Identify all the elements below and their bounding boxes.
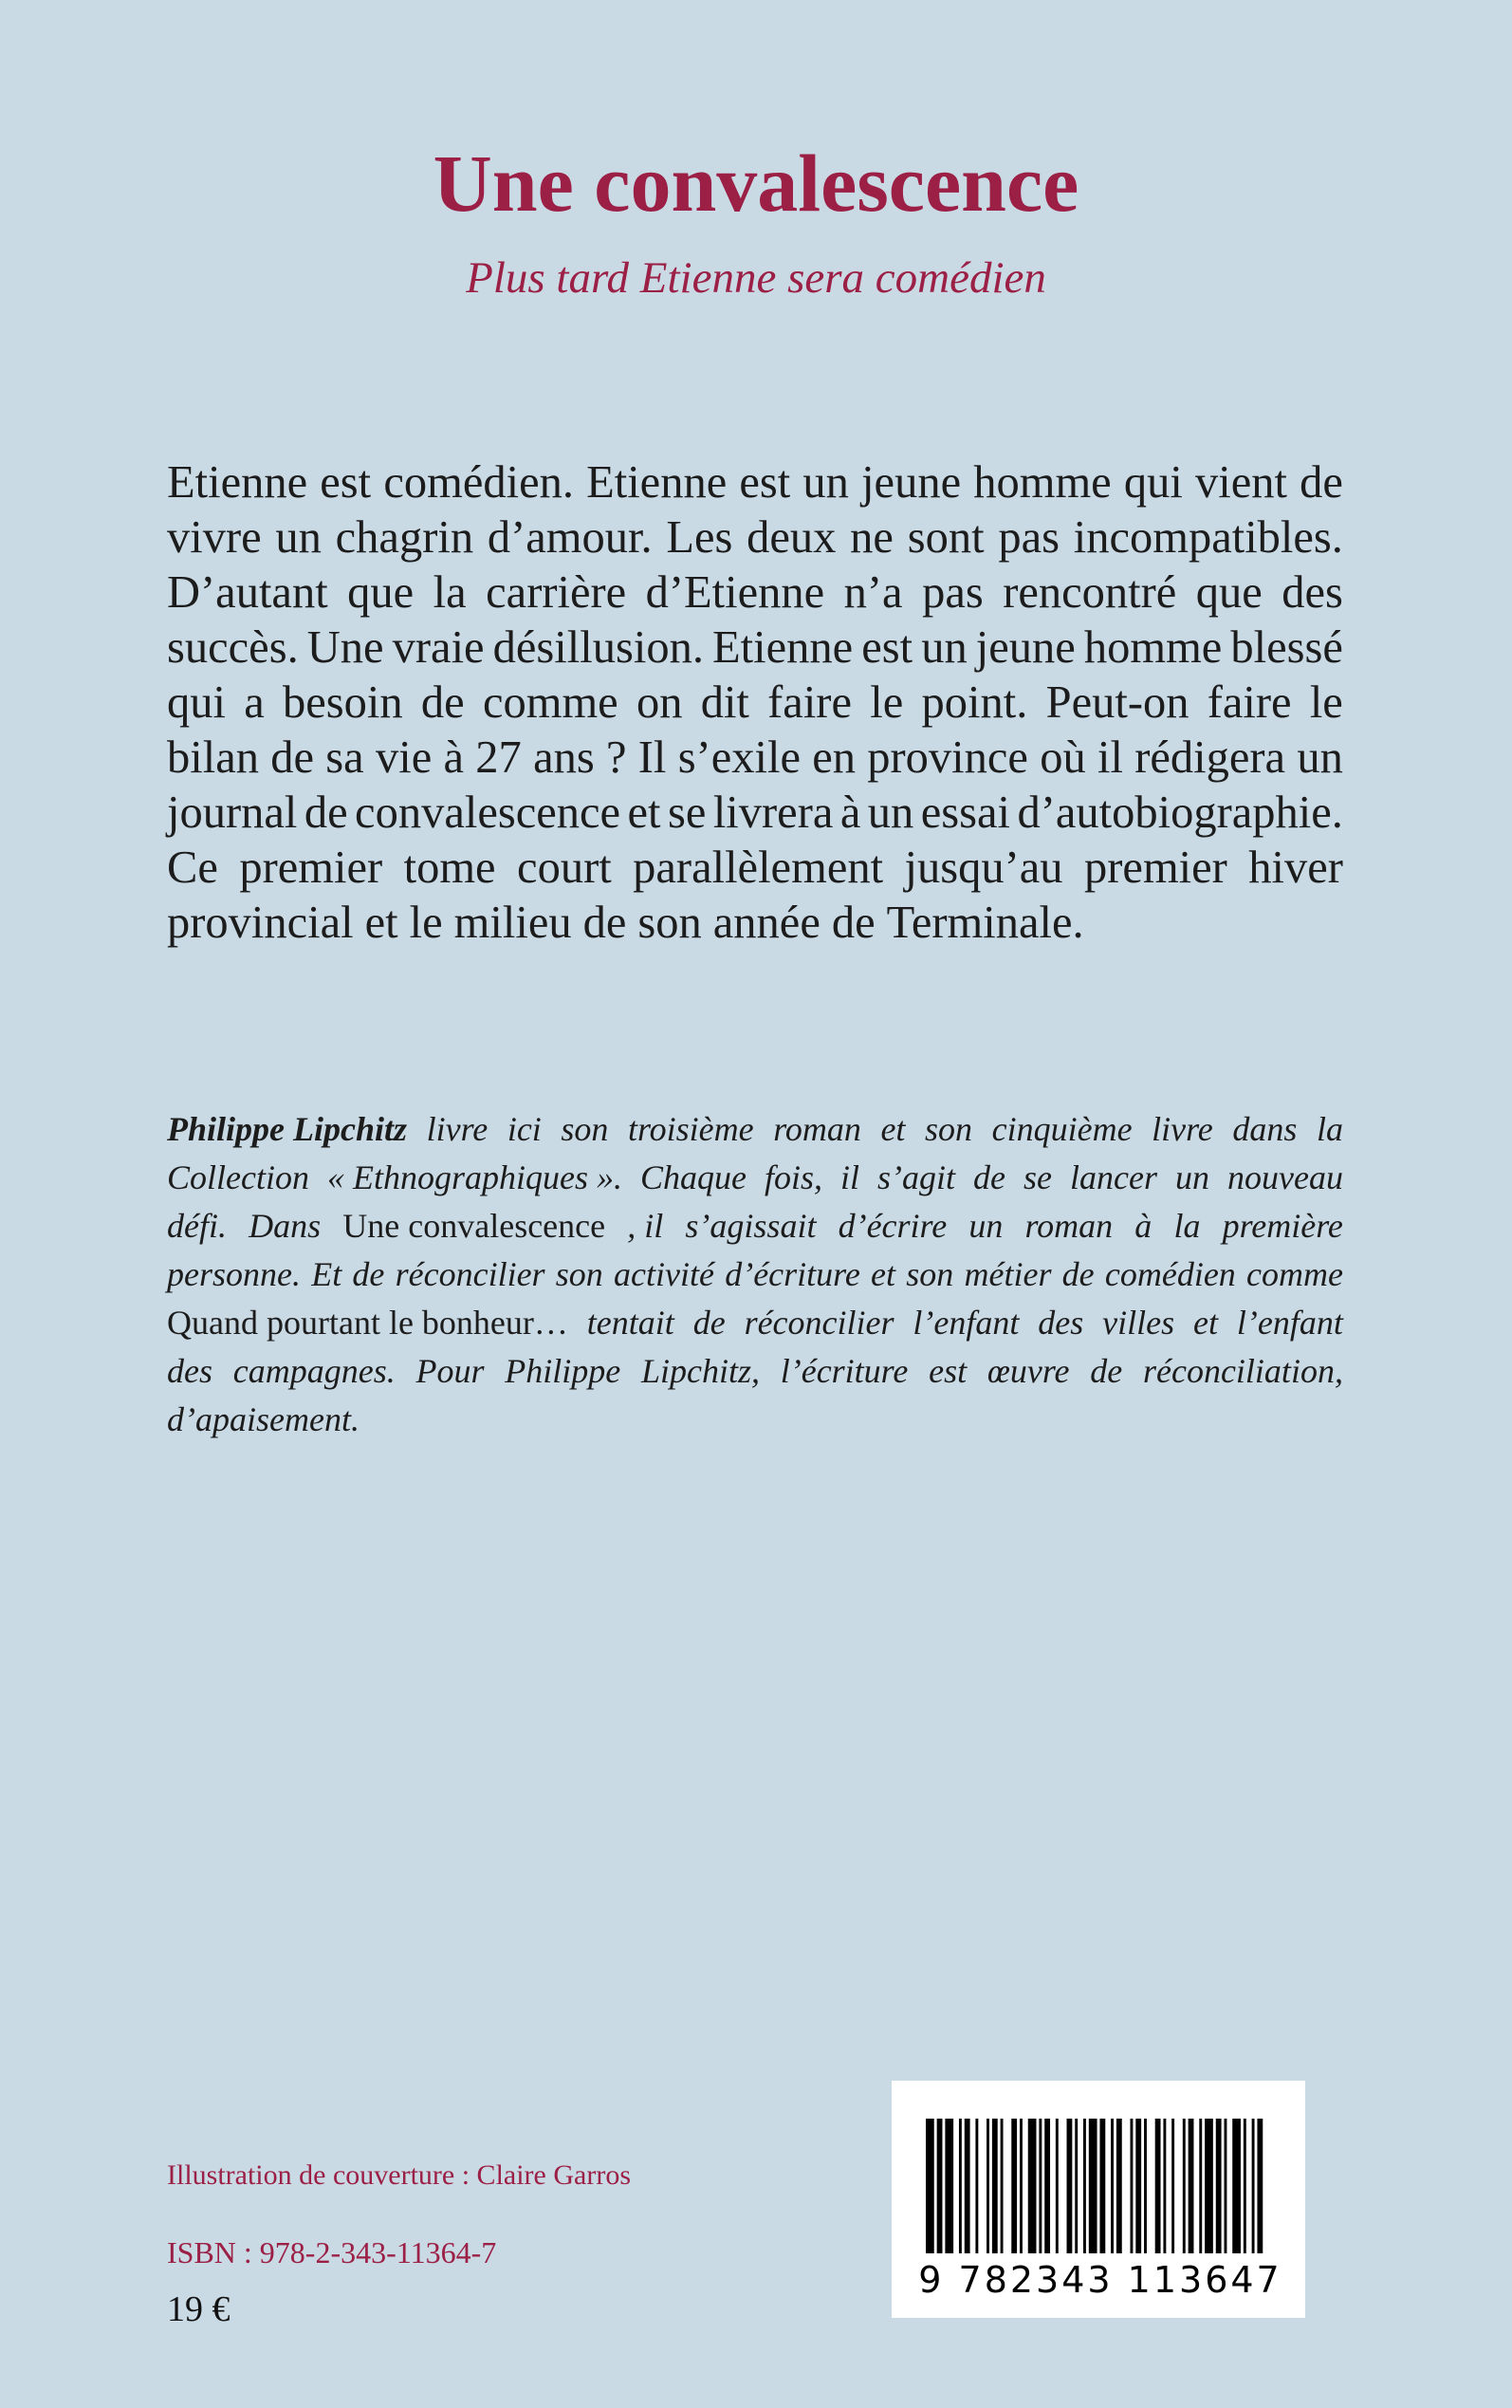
author-word: réconcilier xyxy=(395,1255,545,1293)
blurb-word: ans xyxy=(533,732,595,783)
blurb-line xyxy=(167,841,1343,896)
author-word: des xyxy=(1038,1304,1084,1342)
blurb-line xyxy=(167,455,1343,510)
blurb-word: faire xyxy=(1207,677,1292,728)
blurb-word: Etienne xyxy=(586,457,728,508)
blurb-word: que xyxy=(1195,567,1263,618)
barcode-bar xyxy=(1189,2119,1194,2253)
blurb-word: blessé xyxy=(1230,622,1343,673)
author-word: roman xyxy=(773,1110,861,1148)
author-word: campagnes. xyxy=(232,1352,396,1390)
blurb-word: un xyxy=(867,787,914,838)
author-word: Philippe xyxy=(505,1352,621,1390)
blurb-word: livrera xyxy=(712,787,834,838)
blurb-word: homme xyxy=(973,457,1112,508)
barcode-bar xyxy=(1205,2119,1213,2253)
blurb-paragraph xyxy=(167,455,1343,951)
blurb-word: premier xyxy=(239,843,383,893)
author-word: de xyxy=(1061,1255,1095,1293)
blurb-word: sa xyxy=(325,732,364,783)
author-word: , il xyxy=(627,1207,664,1245)
blurb-word: de xyxy=(582,898,627,948)
author-line xyxy=(167,1105,1343,1154)
author-word: roman xyxy=(1024,1207,1114,1245)
blurb-word: vient xyxy=(1194,457,1287,508)
blurb-word: rédigera xyxy=(1134,732,1286,783)
author-word: d’apaisement. xyxy=(167,1400,360,1438)
author-word: activité xyxy=(614,1255,714,1293)
author-word: réconcilier xyxy=(744,1304,894,1342)
blurb-word: d’amour. xyxy=(487,512,653,563)
author-word: d’écrire xyxy=(838,1207,948,1245)
blurb-word: est xyxy=(861,622,913,673)
book-title: Une convalescence xyxy=(433,138,1079,229)
author-line xyxy=(167,1154,1343,1202)
author-word: ici xyxy=(507,1110,542,1148)
author-word: la xyxy=(1173,1207,1201,1245)
blurb-word: se xyxy=(667,787,707,838)
author-word: comme xyxy=(1246,1255,1343,1293)
blurb-line xyxy=(167,565,1343,621)
blurb-word: on xyxy=(636,677,683,728)
author-word: villes xyxy=(1102,1304,1175,1342)
author-word: livre xyxy=(426,1110,489,1148)
barcode-bars xyxy=(892,2081,1305,2261)
blurb-word: à xyxy=(839,787,861,838)
blurb-word: bilan xyxy=(167,732,259,783)
blurb-word: son xyxy=(637,898,702,948)
author-word: personne. xyxy=(167,1255,301,1293)
blurb-word: pas xyxy=(998,512,1060,563)
blurb-word: succès. xyxy=(167,622,299,673)
author-word: réconciliation, xyxy=(1142,1352,1343,1390)
barcode-bar xyxy=(1099,2119,1105,2253)
author-word: se xyxy=(1023,1158,1053,1196)
blurb-word: jeune xyxy=(861,457,962,508)
barcode-bar xyxy=(992,2119,998,2253)
author-word: première xyxy=(1222,1207,1343,1245)
barcode-bar xyxy=(1257,2119,1263,2253)
blurb-word: deux xyxy=(747,512,837,563)
illustration-credit: Illustration de couverture : Claire Garros xyxy=(167,2159,631,2191)
barcode-bar xyxy=(1116,2119,1122,2253)
blurb-word: un xyxy=(275,512,322,563)
blurb-word: premier xyxy=(1084,843,1227,893)
blurb-word: convalescence xyxy=(355,787,621,838)
author-word: s’agit xyxy=(877,1158,956,1196)
blurb-word: Etienne xyxy=(712,622,854,673)
blurb-word: vraie xyxy=(392,622,485,673)
blurb-word: homme xyxy=(1083,622,1223,673)
author-word: défi. xyxy=(167,1207,227,1245)
blurb-word: besoin xyxy=(283,677,403,728)
barcode-bar xyxy=(1252,2119,1255,2253)
barcode-bar xyxy=(1028,2119,1037,2253)
blurb-line xyxy=(167,786,1343,841)
barcode xyxy=(892,2081,1305,2318)
barcode-bar xyxy=(1144,2119,1147,2253)
barcode-digits: 9 782343 113647 xyxy=(918,2259,1282,2301)
author-line xyxy=(167,1347,1343,1396)
author-name: Philippe Lipchitz xyxy=(167,1110,408,1148)
author-word: l’écriture xyxy=(780,1352,909,1390)
author-paragraph xyxy=(167,1105,1343,1444)
barcode-bar xyxy=(945,2119,953,2253)
blurb-word: Ce xyxy=(167,843,218,893)
author-word: tentait xyxy=(586,1304,674,1342)
blurb-word: de xyxy=(1300,457,1343,508)
barcode-bar xyxy=(1244,2119,1246,2253)
author-word: troisième xyxy=(627,1110,754,1148)
author-word: l’enfant xyxy=(1236,1304,1343,1342)
book-title-reference: Une convalescence xyxy=(342,1207,606,1245)
blurb-word: n’a xyxy=(843,567,903,618)
author-word: Pour xyxy=(415,1352,485,1390)
price-label: 19 € xyxy=(167,2289,230,2329)
barcode-bar xyxy=(965,2119,970,2253)
author-word: nouveau xyxy=(1226,1158,1343,1196)
blurb-word: s’exile xyxy=(677,732,801,783)
blurb-word: le xyxy=(870,677,904,728)
blurb-word: milieu xyxy=(453,898,572,948)
blurb-word: D’autant xyxy=(167,567,328,618)
author-word: est xyxy=(929,1352,968,1390)
blurb-word: point. xyxy=(921,677,1028,728)
blurb-word: Etienne xyxy=(167,457,308,508)
blurb-word: que xyxy=(347,567,415,618)
blurb-word: à xyxy=(443,732,465,783)
barcode-bar xyxy=(1183,2119,1186,2253)
blurb-word: de xyxy=(304,787,348,838)
blurb-line xyxy=(167,896,1343,951)
blurb-line xyxy=(167,676,1343,731)
author-word: de xyxy=(692,1304,726,1342)
barcode-bar xyxy=(1056,2119,1059,2253)
blurb-word: rencontré xyxy=(1003,567,1177,618)
blurb-word: pas xyxy=(922,567,984,618)
blurb-word: et xyxy=(364,898,398,948)
author-word: lancer xyxy=(1070,1158,1157,1196)
blurb-word: comédien. xyxy=(383,457,574,508)
author-word: livre xyxy=(1152,1110,1213,1148)
author-word: à xyxy=(1134,1207,1152,1245)
blurb-word: qui xyxy=(1123,457,1183,508)
author-word: son xyxy=(906,1255,954,1293)
author-word: son xyxy=(555,1255,603,1293)
barcode-bar xyxy=(1044,2119,1050,2253)
blurb-word: un xyxy=(802,457,849,508)
author-word: et xyxy=(871,1255,896,1293)
blurb-word: province xyxy=(867,732,1028,783)
author-word: d’écriture xyxy=(725,1255,860,1293)
barcode-bar xyxy=(1075,2119,1078,2253)
blurb-word: faire xyxy=(767,677,852,728)
author-word: métier xyxy=(964,1255,1052,1293)
blurb-word: incompatibles. xyxy=(1073,512,1343,563)
barcode-bar xyxy=(1001,2119,1004,2253)
barcode-bar xyxy=(1199,2119,1202,2253)
blurb-word: Terminale. xyxy=(886,898,1084,948)
blurb-word: année xyxy=(712,898,821,948)
blurb-word: le xyxy=(1309,677,1343,728)
blurb-word: jusqu’au xyxy=(904,843,1063,893)
author-word: Chaque xyxy=(639,1158,747,1196)
blurb-word: hiver xyxy=(1248,843,1343,893)
author-word: et xyxy=(880,1110,906,1148)
barcode-bar xyxy=(1155,2119,1161,2253)
author-line xyxy=(167,1250,1343,1299)
barcode-bar xyxy=(1089,2119,1097,2253)
blurb-line xyxy=(167,731,1343,786)
author-line xyxy=(167,1202,1343,1250)
blurb-word: 27 xyxy=(475,732,522,783)
author-line xyxy=(167,1299,1343,1347)
blurb-word: essai xyxy=(920,787,1011,838)
barcode-bar xyxy=(1111,2119,1114,2253)
blurb-word: parallèlement xyxy=(633,843,884,893)
barcode-bar xyxy=(1130,2119,1133,2253)
blurb-word: vie xyxy=(375,732,433,783)
barcode-bar xyxy=(1067,2119,1073,2253)
blurb-word: le xyxy=(409,898,443,948)
author-word: son xyxy=(561,1110,609,1148)
author-word: de xyxy=(973,1158,1006,1196)
barcode-bar xyxy=(1011,2119,1017,2253)
blurb-word: est xyxy=(739,457,791,508)
barcode-bar xyxy=(1020,2119,1023,2253)
barcode-bar xyxy=(1216,2119,1222,2253)
blurb-word: vivre xyxy=(167,512,262,563)
blurb-word: d’Etienne xyxy=(645,567,825,618)
author-word: de xyxy=(352,1255,385,1293)
author-word: de xyxy=(1090,1352,1123,1390)
blurb-line xyxy=(167,621,1343,676)
author-word: s’agissait xyxy=(685,1207,817,1245)
blurb-word: de xyxy=(831,898,876,948)
barcode-bar xyxy=(959,2119,962,2253)
barcode-bar xyxy=(986,2119,989,2253)
author-word: il xyxy=(840,1158,860,1196)
blurb-word: dit xyxy=(700,677,749,728)
author-word: un xyxy=(968,1207,1004,1245)
author-word: et xyxy=(1193,1304,1219,1342)
author-word: Dans xyxy=(249,1207,322,1245)
blurb-word: désillusion. xyxy=(492,622,704,673)
blurb-word: qui xyxy=(167,677,226,728)
author-word: un xyxy=(1174,1158,1209,1196)
blurb-word: des xyxy=(1282,567,1343,618)
author-word: comédien xyxy=(1104,1255,1236,1293)
blurb-word: en xyxy=(812,732,857,783)
blurb-word: Peut-on xyxy=(1045,677,1189,728)
author-word: des xyxy=(167,1352,212,1390)
barcode-bar xyxy=(1225,2119,1227,2253)
blurb-word: sont xyxy=(907,512,985,563)
book-title-reference: Quand pourtant le bonheur… xyxy=(167,1304,568,1342)
blurb-word: jeune xyxy=(975,622,1076,673)
author-word: Lipchitz, xyxy=(640,1352,760,1390)
barcode-bar xyxy=(1039,2119,1042,2253)
blurb-word: un xyxy=(921,622,968,673)
author-word: dans xyxy=(1232,1110,1298,1148)
blurb-word: Les xyxy=(666,512,733,563)
blurb-word: a xyxy=(244,677,265,728)
author-word: la xyxy=(1316,1110,1343,1148)
blurb-word: de xyxy=(270,732,315,783)
blurb-word: comme xyxy=(482,677,618,728)
author-word: Collection xyxy=(167,1158,309,1196)
author-word: cinquième xyxy=(991,1110,1133,1148)
barcode-bar xyxy=(1171,2119,1174,2253)
blurb-word: journal xyxy=(167,787,298,838)
barcode-bar xyxy=(1163,2119,1166,2253)
blurb-word: un xyxy=(1297,732,1343,783)
blurb-word: est xyxy=(320,457,372,508)
blurb-line xyxy=(167,510,1343,565)
blurb-word: la xyxy=(433,567,467,618)
blurb-word: Une xyxy=(306,622,384,673)
author-line xyxy=(167,1396,1343,1444)
blurb-word: court xyxy=(517,843,612,893)
blurb-word: de xyxy=(420,677,465,728)
blurb-word: ne xyxy=(850,512,894,563)
blurb-word: d’autobiographie. xyxy=(1017,787,1343,838)
blurb-word: où xyxy=(1040,732,1086,783)
author-word: œuvre xyxy=(986,1352,1070,1390)
barcode-bar xyxy=(975,2119,978,2253)
barcode-bar xyxy=(1135,2119,1141,2253)
barcode-bar xyxy=(937,2119,943,2253)
blurb-word: Il xyxy=(637,732,667,783)
author-word: son xyxy=(925,1110,973,1148)
author-word: Et xyxy=(311,1255,342,1293)
barcode-bar xyxy=(1083,2119,1086,2253)
blurb-word: tome xyxy=(403,843,496,893)
isbn-label: ISBN : 978-2-343-11364-7 xyxy=(167,2235,497,2269)
blurb-word: et xyxy=(627,787,661,838)
barcode-bar xyxy=(926,2119,934,2253)
blurb-word: carrière xyxy=(486,567,627,618)
author-word: l’enfant xyxy=(913,1304,1020,1342)
blurb-word: il xyxy=(1097,732,1123,783)
book-subtitle: Plus tard Etienne sera comédien xyxy=(466,253,1046,303)
blurb-word: provincial xyxy=(167,898,354,948)
barcode-bar xyxy=(1232,2119,1241,2253)
blurb-word: chagrin xyxy=(335,512,474,563)
author-word: « Ethnographiques ». xyxy=(326,1158,622,1196)
author-word: fois, xyxy=(764,1158,822,1196)
blurb-word: ? xyxy=(605,732,627,783)
